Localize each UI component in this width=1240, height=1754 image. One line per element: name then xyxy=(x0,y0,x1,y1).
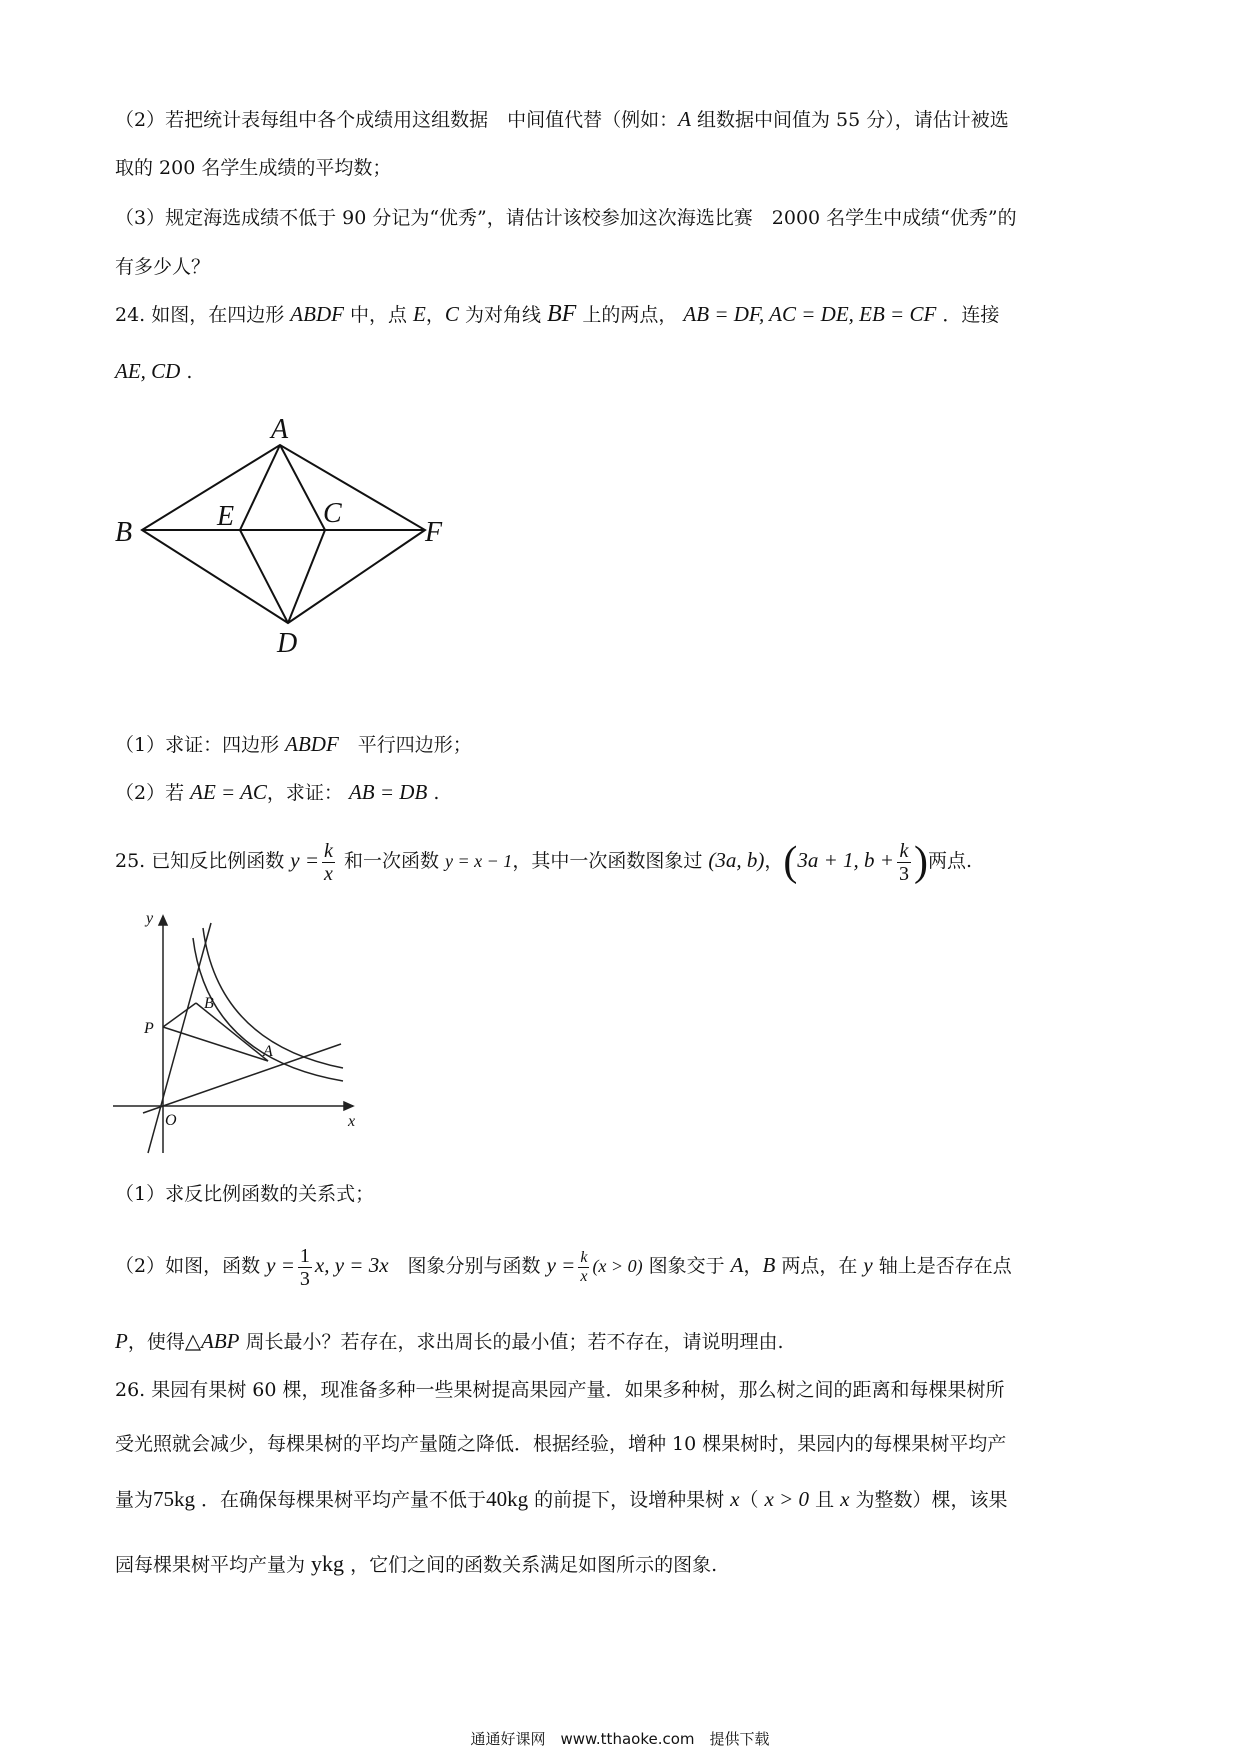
text: 两点，在 xyxy=(775,1255,864,1277)
goal: AB = DB xyxy=(348,780,428,804)
text: 为整数）棵，该果 xyxy=(849,1489,1008,1511)
q26-line3 xyxy=(115,1486,1008,1513)
fraction-k-over-x xyxy=(322,840,335,885)
text: ， xyxy=(764,850,784,872)
text: 取的 200 名学生成绩的平均数； xyxy=(115,157,392,179)
label-b: B xyxy=(204,995,214,1012)
text: 24. 如图，在四边形 xyxy=(115,304,291,326)
q26-line4 xyxy=(115,1551,717,1578)
condition: x > 0 xyxy=(764,1487,810,1511)
text: 图象交于 xyxy=(642,1255,731,1277)
q24-sub2 xyxy=(115,779,439,806)
text: ，使得 xyxy=(127,1331,185,1353)
diagonal-bf: BF xyxy=(547,301,577,327)
text: 图象分别与函数 xyxy=(388,1255,547,1277)
text: 轴上是否存在点 xyxy=(872,1255,1012,1277)
text: . xyxy=(180,361,193,383)
denominator: x xyxy=(324,862,333,885)
denominator: x xyxy=(580,1267,588,1285)
q25-sub1 xyxy=(115,1181,374,1207)
text: ，求证： xyxy=(266,782,349,804)
page-footer: 通通好课网 www.tthaoke.com 提供下载 xyxy=(470,1730,770,1748)
segment-pb xyxy=(163,1003,196,1027)
q25-figure xyxy=(108,908,368,1158)
connect-segments: AE, CD xyxy=(115,359,181,383)
text: 两点. xyxy=(927,850,973,872)
q25-intro xyxy=(115,830,972,891)
q23-part3-line2 xyxy=(115,254,210,280)
point-2-text: 3a + 1, b + xyxy=(797,848,894,872)
var-x: x xyxy=(730,1487,740,1511)
point-p: P xyxy=(115,1329,128,1353)
label-y: y xyxy=(146,910,154,927)
functions: x, y = 3x xyxy=(314,1253,389,1277)
text: 中，点 xyxy=(343,304,414,326)
text: ， xyxy=(425,304,445,326)
y-equals: y = xyxy=(290,848,320,872)
label-o: O xyxy=(165,1112,177,1129)
fraction-k-over-x xyxy=(578,1249,589,1286)
label-f: F xyxy=(425,517,443,548)
yield-40kg: 40kg xyxy=(486,1487,529,1511)
y-equals: y = xyxy=(546,1253,576,1277)
point-c: C xyxy=(444,302,459,326)
y-axis-name: y xyxy=(863,1253,873,1277)
q26-line2 xyxy=(115,1431,1006,1457)
text: 平行四边形； xyxy=(338,734,472,756)
text: 26. 果园有果树 60 棵，现准备多种一些果树提高果园产量．如果多种树，那么树之间的距离和每棵果树所 xyxy=(115,1379,1005,1401)
text: 25. 已知反比例函数 xyxy=(115,850,291,872)
text: 组数据中间值为 55 分），请估计被选 xyxy=(690,109,1009,131)
text: 和一次函数 xyxy=(337,850,446,872)
text: ，其中一次函数图象过 xyxy=(512,850,709,872)
yield-75kg: 75kg xyxy=(153,1487,196,1511)
q26-line1 xyxy=(115,1377,1005,1403)
condition: AB = DF, AC = DE, EB = CF xyxy=(683,302,937,326)
text: ，它们之间的函数关系满足如图所示的图象. xyxy=(344,1554,718,1576)
label-x: x xyxy=(348,1113,356,1130)
var-x: x xyxy=(840,1487,850,1511)
text: （2）若把统计表每组中各个成绩用这组数据 中间值代替（例如： xyxy=(115,109,679,131)
text: （ xyxy=(739,1489,765,1511)
text: （2）若 xyxy=(115,782,191,804)
text: 的前提下，设增种果树 xyxy=(528,1489,731,1511)
segment-pa xyxy=(163,1027,268,1061)
quad-name: ABDF xyxy=(285,732,339,756)
y-equals: y = xyxy=(266,1253,295,1277)
label-p: P xyxy=(144,1020,154,1037)
denominator: 3 xyxy=(898,862,909,885)
text: （2）如图，函数 xyxy=(115,1255,267,1277)
text: （1）求反比例函数的关系式； xyxy=(115,1183,375,1205)
domain-condition: (x > 0) xyxy=(592,1256,643,1276)
label-d: D xyxy=(277,628,298,655)
q23-part2-line1 xyxy=(115,106,1009,133)
fraction-one-third xyxy=(298,1245,312,1290)
segment-ed xyxy=(240,530,288,623)
q25-sub2-line2 xyxy=(115,1328,784,1355)
q24-figure xyxy=(105,405,465,655)
q23-part2-line2 xyxy=(115,155,391,181)
text: 园每棵果树平均产量为 xyxy=(115,1554,312,1576)
condition: AE = AC xyxy=(190,780,267,804)
quad-name: ABDF xyxy=(290,302,344,326)
text: ， xyxy=(743,1255,763,1277)
paren-left: ( xyxy=(783,839,798,885)
var-a: A xyxy=(678,107,691,131)
line-y-third-x xyxy=(143,1044,341,1113)
text: 且 xyxy=(809,1489,841,1511)
label-e: E xyxy=(217,501,235,532)
text: 上的两点， xyxy=(576,304,684,326)
quadrilateral-abdf xyxy=(142,445,425,623)
q25-sub2-line1 xyxy=(115,1235,1012,1296)
label-a: A xyxy=(263,1043,273,1060)
label-c: C xyxy=(323,498,342,529)
point-b: B xyxy=(762,1253,776,1277)
denominator: 3 xyxy=(299,1267,310,1290)
point-e: E xyxy=(413,302,426,326)
label-b: B xyxy=(115,517,133,548)
point-1: (3a, b) xyxy=(708,848,765,872)
text: （1）求证：四边形 xyxy=(115,734,286,756)
point-a: A xyxy=(730,1253,744,1277)
q24-intro-line1 xyxy=(115,301,999,328)
text: . xyxy=(427,782,440,804)
numerator: 1 xyxy=(299,1244,310,1267)
segment-cd xyxy=(288,530,325,623)
yield-ykg: ykg xyxy=(311,1551,345,1576)
text: ．在确保每棵果树平均产量不低于 xyxy=(195,1489,487,1511)
numerator: k xyxy=(897,840,911,863)
text: 为对角线 xyxy=(458,304,547,326)
linear-function: y = x − 1 xyxy=(445,851,513,871)
q23-part3-line1 xyxy=(115,205,1017,231)
paren-right: ) xyxy=(913,839,928,885)
text: ．连接 xyxy=(936,304,1000,326)
y-arrow xyxy=(159,916,167,925)
text: 周长最小？若存在，求出周长的最小值；若不存在，请说明理由. xyxy=(239,1331,784,1353)
text: 受光照就会减少，每棵果树的平均产量随之降低．根据经验，增种 10 棵果树时，果园内的每棵果树平均产 xyxy=(115,1433,1007,1455)
numerator: k xyxy=(580,1248,588,1266)
numerator: k xyxy=(324,839,333,862)
line-y3x xyxy=(148,923,211,1153)
q24-intro-line2 xyxy=(115,358,192,385)
label-a: A xyxy=(271,414,289,445)
text: （3）规定海选成绩不低于 90 分记为“优秀”，请估计该校参加这次海选比赛 2000 名学生中成绩“优秀”的 xyxy=(115,207,1017,229)
text: 量为 xyxy=(115,1489,154,1511)
triangle-abp: △ABP xyxy=(184,1329,240,1353)
text: 有多少人？ xyxy=(115,256,211,278)
q24-sub1 xyxy=(115,731,472,758)
fraction-k-over-3 xyxy=(897,840,911,885)
x-arrow xyxy=(344,1102,353,1110)
